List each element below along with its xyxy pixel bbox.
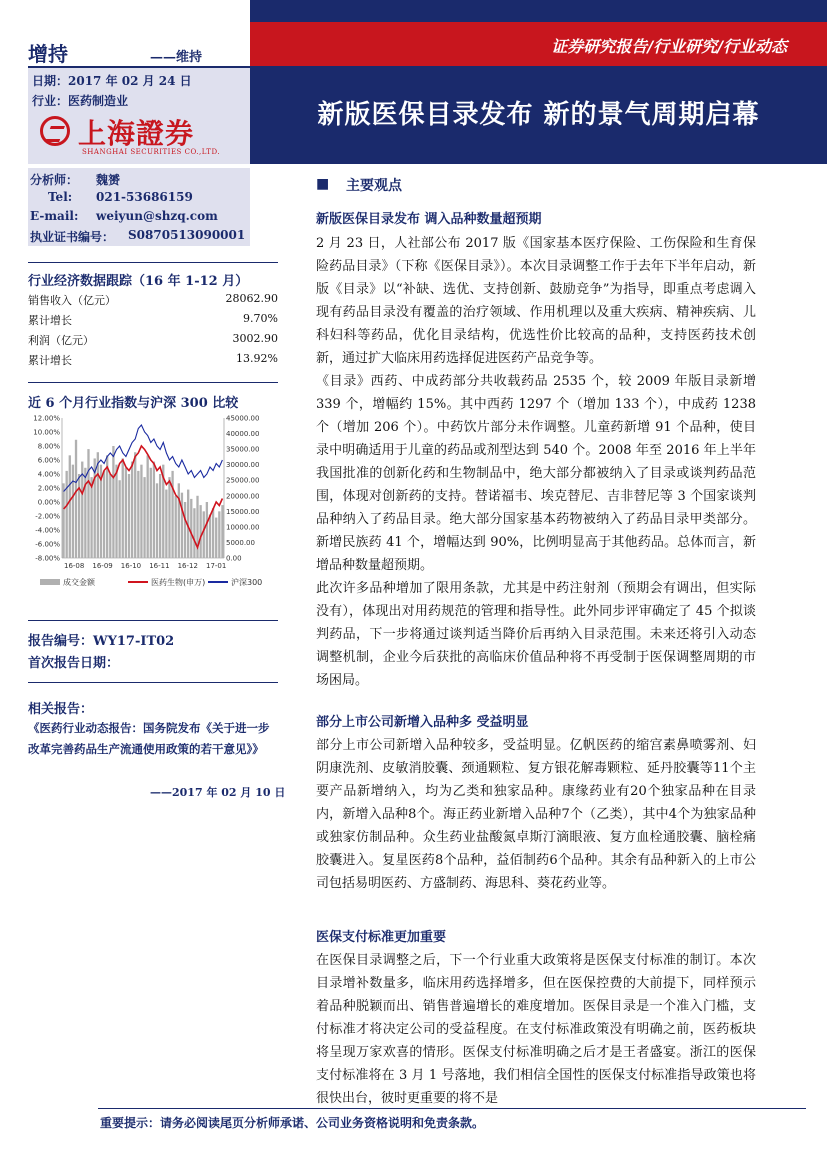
logo-text: 上海證券 <box>78 117 195 150</box>
volume-bar <box>147 455 149 558</box>
y-left-tick-label: -6.00% <box>35 540 60 549</box>
volume-bar <box>175 496 177 558</box>
cert-value: S0870513090001 <box>128 228 246 242</box>
y-right-tick-label: 25000.00 <box>226 476 260 485</box>
subsection-title: 部分上市公司新增入品种多 受益明显 <box>316 715 529 730</box>
row-value: 9.70% <box>243 312 278 325</box>
legend-label: 成交金额 <box>63 578 95 587</box>
volume-bar <box>150 468 152 558</box>
volume-bar <box>66 471 68 558</box>
subsection-title: 新版医保目录发布 调入品种数量超预期 <box>316 212 542 227</box>
volume-bar <box>78 474 80 558</box>
volume-bar <box>168 477 170 558</box>
footer-notice: 重要提示：请务必阅读尾页分析师承诺、公司业务资格说明和免责条款。 <box>100 1116 485 1130</box>
volume-bar <box>171 471 173 558</box>
y-left-tick-label: 8.00% <box>37 442 60 451</box>
y-right-tick-label: 10000.00 <box>226 523 260 532</box>
volume-bar <box>206 502 208 558</box>
volume-bar <box>72 465 74 558</box>
rating: 增持 <box>28 42 68 66</box>
legend-label: 医药生物(申万) <box>151 578 206 587</box>
legend-swatch <box>40 579 60 585</box>
volume-bar <box>134 452 136 558</box>
volume-bar <box>215 518 217 558</box>
volume-bar <box>159 474 161 558</box>
volume-bar <box>190 499 192 558</box>
x-tick-label: 17-01 <box>206 562 227 570</box>
volume-bar <box>112 446 114 558</box>
y-left-tick-label: 2.00% <box>37 484 60 493</box>
volume-bar <box>199 505 201 558</box>
x-tick-label: 16-08 <box>64 562 85 570</box>
volume-bar <box>69 455 71 558</box>
volume-bar <box>209 514 211 558</box>
volume-bar <box>193 508 195 558</box>
volume-bar <box>178 483 180 558</box>
related-title: 相关报告： <box>28 702 94 717</box>
volume-bar <box>109 474 111 558</box>
y-left-tick-label: -2.00% <box>35 512 60 521</box>
x-tick-label: 16-12 <box>177 562 198 570</box>
x-tick-label: 16-11 <box>149 562 170 570</box>
volume-bar <box>84 468 86 558</box>
row-value: 13.92% <box>236 352 278 365</box>
volume-bar <box>165 490 167 558</box>
report-date: 日期：2017 年 02 月 24 日 <box>32 74 192 88</box>
cert-label: 执业证书编号： <box>30 230 115 244</box>
paragraph-text: 《目录》西药、中成药部分共收载药品 2535 个，较 2009 年版目录新增 339 个，增幅约 15%。其中西药 1297 个（增加 133 个），中成药 1238 个（增加 206 个）。中药饮片部分未作调整。儿童药新增 91 个品种，使目录中明确适用于儿童的药品或剂型达到 540 个。2008 年至 2016 年上半年我国批准的创新化药和生物制品中，绝大部分都被纳入了目录或谈判药品范围，体现对创新药的支持。替诺福韦、埃克替尼、吉非替尼等 3 个国家谈判品种纳入了药品目录。绝大部分国家基本药物被纳入了药品目录甲类部分。新增民族药 41 个，增幅达到 90%，比例明显高于其他药品。总体而言，新增品种数量超预期。 <box>316 374 756 573</box>
y-right-tick-label: 30000.00 <box>226 461 260 470</box>
y-left-tick-label: 6.00% <box>37 456 60 465</box>
section-bullet: ■ <box>316 176 330 192</box>
divider <box>28 382 278 383</box>
industry-label: 行业：医药制造业 <box>32 94 129 108</box>
row-label: 销售收入（亿元） <box>28 294 116 307</box>
rating-maintain: ——维持 <box>150 50 203 65</box>
x-tick-label: 16-09 <box>92 562 113 570</box>
section-title: 主要观点 <box>346 178 402 194</box>
footer-divider <box>98 1108 806 1109</box>
divider <box>28 682 278 683</box>
row-label: 累计增长 <box>28 354 72 367</box>
paragraph <box>316 232 756 692</box>
volume-bar <box>97 452 99 558</box>
y-left-tick-label: 0.00% <box>37 498 60 507</box>
divider <box>28 620 278 621</box>
analyst-label: 分析师： <box>30 173 79 187</box>
paragraph-text: 在医保目录调整之后，下一个行业重大政策将是医保支付标准的制订。本次目录增补数量多，临床用药选择增多，但在医保控费的大前提下，同样预示着品种脱颖而出、销售普遍增长的难度增加。医保目录是一个准入门槛，支付标准才将决定公司的受益程度。在支付标准政策没有明确之前，医药板块将呈现万家欢喜的情形。医保支付标准明确之后才是王者盛宴。浙江的医保支付标准将在 3 月 1 号落地，我们相信全国性的医保支付标准指导政策也将很快出台，彼时更重要的将不是 <box>316 953 756 1106</box>
volume-bar <box>87 449 89 558</box>
industry-data-row <box>28 292 278 310</box>
y-left-tick-label: -4.00% <box>35 526 60 535</box>
report-type: 证券研究报告/行业研究/行业动态 <box>551 37 787 56</box>
first-report-date: 首次报告日期： <box>28 656 120 671</box>
volume-bar <box>143 477 145 558</box>
logo-english: SHANGHAI SECURITIES CO.,LTD. <box>82 148 221 156</box>
related-report-link[interactable]: 《医药行业动态报告：国务院发布《关于进一步改革完善药品生产流通使用政策的若干意见》》 <box>28 721 270 756</box>
y-left-tick-label: 4.00% <box>37 470 60 479</box>
row-label: 累计增长 <box>28 314 72 327</box>
volume-bar <box>221 505 223 558</box>
volume-bar <box>81 462 83 558</box>
paragraph <box>316 949 756 1110</box>
report-number: 报告编号：WY17-IT02 <box>28 634 175 649</box>
y-right-tick-label: 0.00 <box>226 554 242 563</box>
volume-bar <box>184 502 186 558</box>
row-value: 3002.90 <box>232 332 278 345</box>
y-right-tick-label: 35000.00 <box>226 445 260 454</box>
volume-bar <box>125 468 127 558</box>
y-right-tick-label: 45000.00 <box>226 414 260 423</box>
paragraph <box>316 734 756 895</box>
volume-bar <box>156 483 158 558</box>
industry-data-row <box>28 312 278 330</box>
volume-bar <box>203 511 205 558</box>
paragraph-text: 2 月 23 日，人社部公布 2017 版《国家基本医疗保险、工伤保险和生育保险药品目录》（下称《医保目录》）。本次目录调整工作于去年下半年启动，新版《目录》以“补缺、选优、支持创新、鼓励竞争”为指导，即重点考虑调入现有药品目录没有覆盖的治疗领域、作用机理以及重大疾病、精神疾病、儿科妇科等药品，优化目录结构，优选性价比较高的品种，支持医药技术创新，通过扩大临床用药选择促进医药产品竞争等。 <box>316 236 756 366</box>
volume-bar <box>137 471 139 558</box>
volume-bar <box>75 440 77 558</box>
y-right-tick-label: 15000.00 <box>226 507 260 516</box>
volume-bar <box>122 458 124 558</box>
volume-bar <box>103 471 105 558</box>
paragraph-text: 部分上市公司新增入品种较多，受益明显。亿帆医药的缩宫素鼻喷雾剂、妇阴康洗剂、皮敏消胶囊、颈通颗粒、复方银花解毒颗粒、延丹胶囊等11个主要产品新增纳入，均为乙类和独家品种。康缘药业有20个独家品种在目录内，新增入品种8个。海正药业新增入品种7个（乙类），其中4个为独家品种或独家仿制品种。众生药业盐酸氮卓斯汀滴眼液、复方血栓通胶囊、脑栓痛胶囊进入。复星医药8个品种，益佰制药6个品种。其余有品种新入的上市公司包括易明医药、方盛制药、海思科、葵花药业等。 <box>316 738 756 891</box>
volume-bar <box>153 462 155 558</box>
volume-bar <box>212 508 214 558</box>
volume-bar <box>140 465 142 558</box>
tel-value: 021-53686159 <box>96 190 193 204</box>
volume-bar <box>181 493 183 558</box>
header-band-top <box>250 0 827 22</box>
related-date: ——2017 年 02 月 10 日 <box>150 786 286 799</box>
volume-bar <box>90 477 92 558</box>
legend-label: 沪深300 <box>231 578 263 587</box>
volume-bar <box>128 474 130 558</box>
chart-title: 近 6 个月行业指数与沪深 300 比较 <box>28 396 239 411</box>
y-right-tick-label: 40000.00 <box>226 430 260 439</box>
volume-bar <box>62 483 64 558</box>
row-label: 利润（亿元） <box>28 334 94 347</box>
industry-data-title: 行业经济数据跟踪（16 年 1-12 月） <box>28 274 249 289</box>
volume-bar <box>115 465 117 558</box>
row-value: 28062.90 <box>225 292 278 305</box>
volume-bar <box>218 511 220 558</box>
y-right-tick-label: 20000.00 <box>226 492 260 501</box>
y-left-tick-label: 12.00% <box>33 414 60 423</box>
y-left-tick-label: 10.00% <box>33 428 60 437</box>
index-comparison-chart <box>28 410 278 605</box>
email-value[interactable]: weiyun@shzq.com <box>96 209 218 223</box>
industry-data-row <box>28 352 278 370</box>
x-tick-label: 16-10 <box>120 562 142 570</box>
analyst-name: 魏赟 <box>96 173 121 187</box>
tel-label: Tel: <box>48 190 73 204</box>
divider <box>28 262 278 263</box>
shanghai-securities-logo-icon <box>40 116 70 146</box>
email-label: E-mail: <box>30 209 79 223</box>
y-left-tick-label: -8.00% <box>35 554 60 563</box>
y-right-tick-label: 5000.00 <box>226 538 255 547</box>
industry-data-row <box>28 332 278 350</box>
volume-bar <box>118 480 120 558</box>
volume-bar <box>131 462 133 558</box>
report-title: 新版医保目录发布 新的景气周期启幕 <box>317 100 760 130</box>
subsection-title: 医保支付标准更加重要 <box>316 930 447 945</box>
paragraph-text: 此次许多品种增加了限用条款，尤其是中药注射剂（预期会有调出，但实际没有），体现出对用药规范的管理和指导性。此外同步评审确定了 45 个拟谈判药品，下一步将通过谈判适当降价后再纳入目录范围。未来还将引入动态调整机制，企业今后获批的高临床价值品种将不再受制于医保调整周期的市场困局。 <box>316 581 756 688</box>
